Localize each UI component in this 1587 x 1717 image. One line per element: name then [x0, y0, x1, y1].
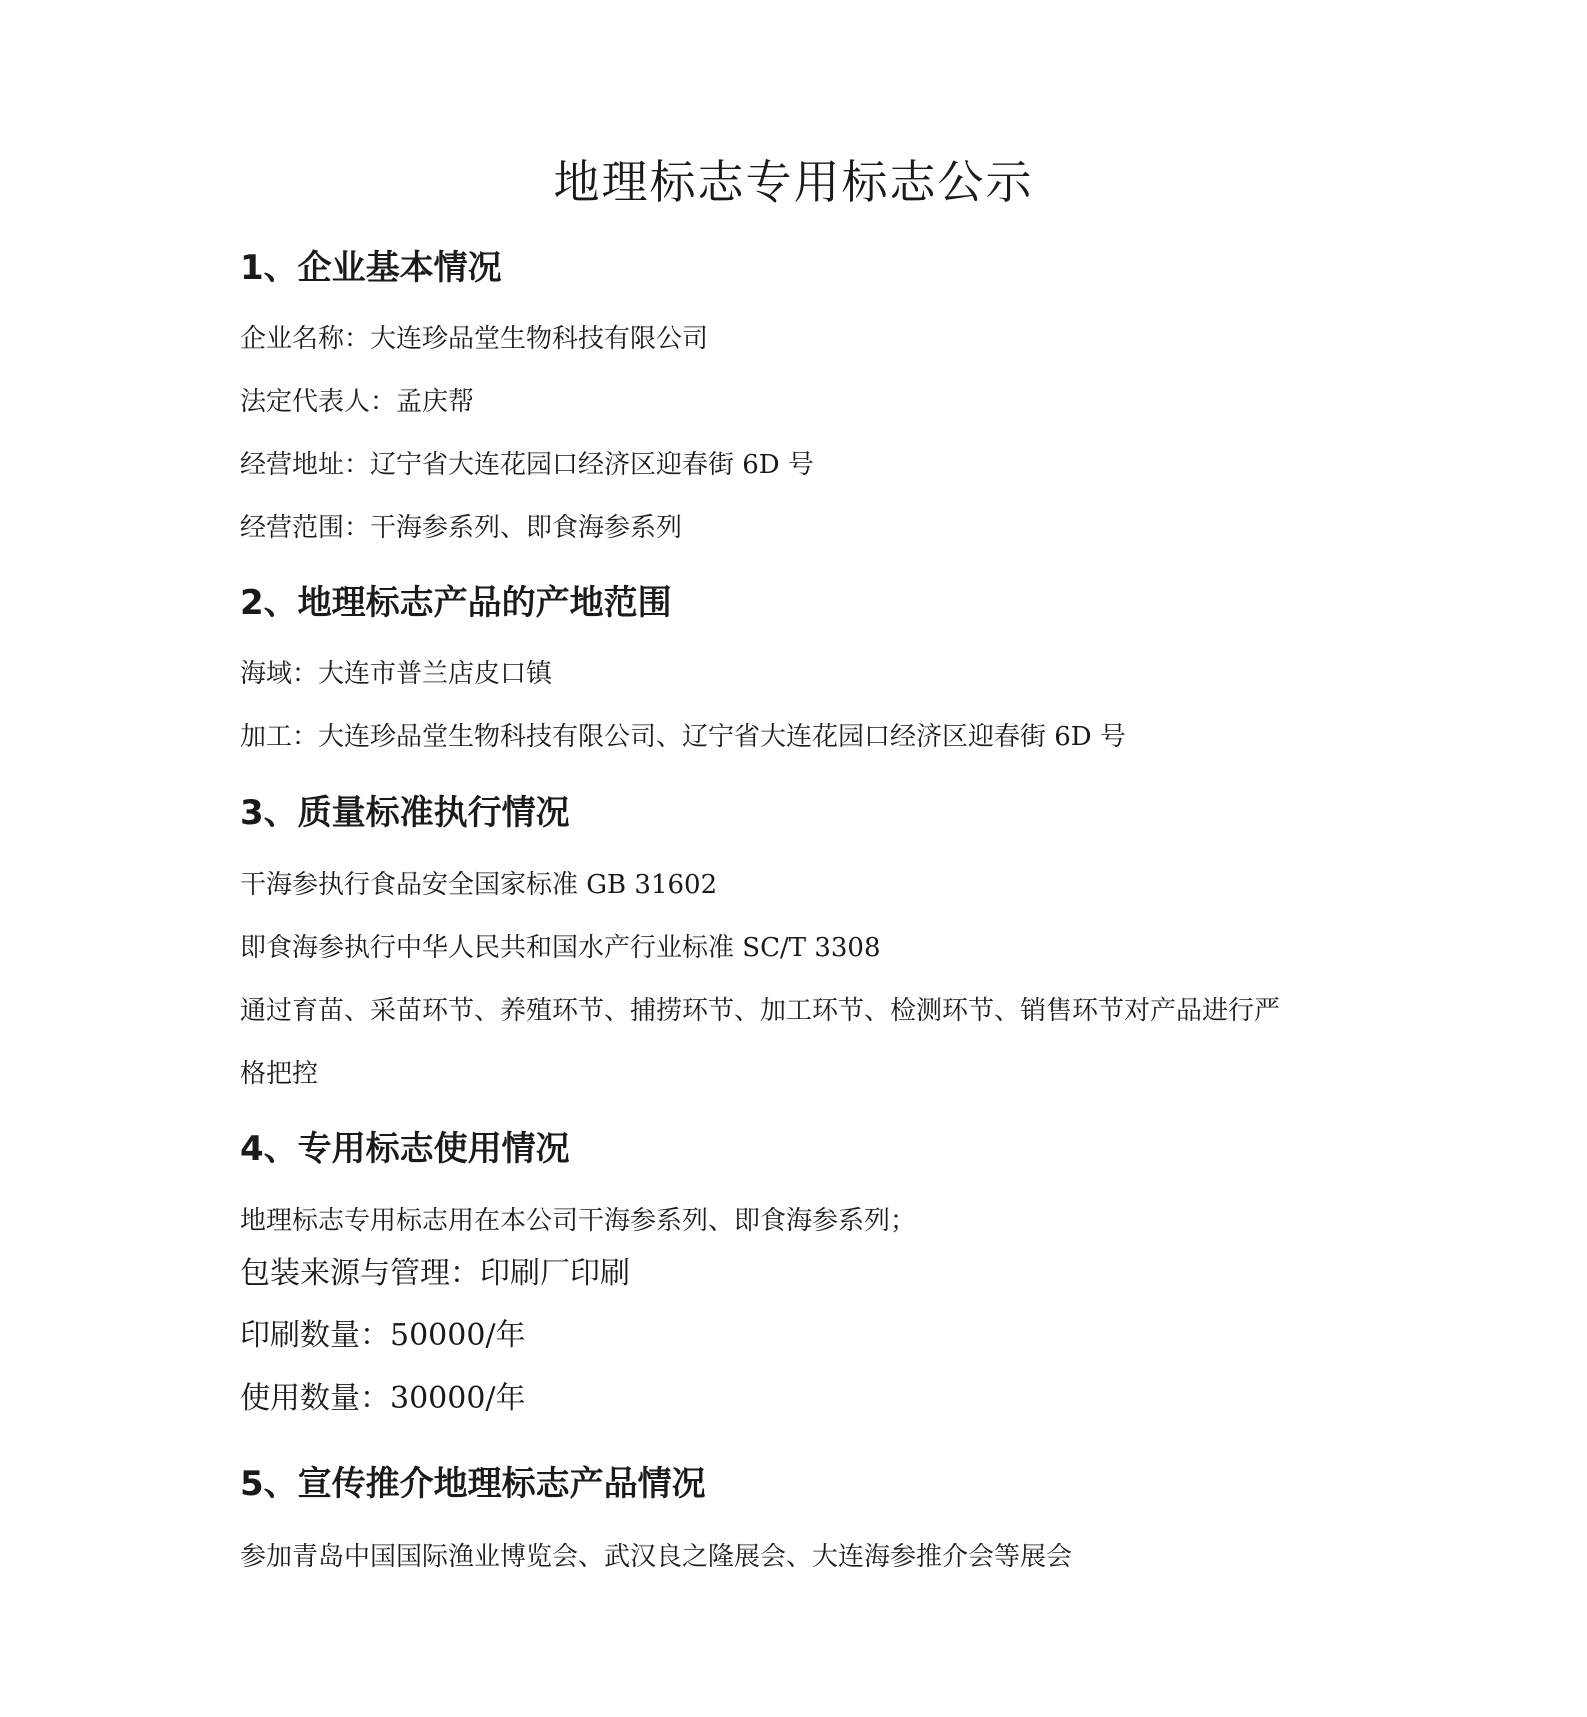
- section-heading-1: 1、企业基本情况: [240, 248, 502, 288]
- section-heading-2: 2、地理标志产品的产地范围: [240, 583, 672, 623]
- company-name-line: 企业名称：大连珍品堂生物科技有限公司: [240, 324, 709, 354]
- section-heading-4: 4、专用标志使用情况: [240, 1129, 570, 1169]
- promotion-line: 参加青岛中国国际渔业博览会、武汉良之隆展会、大连海参推介会等展会: [240, 1542, 1073, 1572]
- quality-control-line: 通过育苗、采苗环节、养殖环节、捕捞环节、加工环节、检测环节、销售环节对产品进行严: [240, 996, 1281, 1026]
- quality-control-line-cont: 格把控: [240, 1059, 319, 1089]
- business-scope-line: 经营范围：干海参系列、即食海参系列: [240, 513, 683, 543]
- document-title: 地理标志专用标志公示: [553, 155, 1034, 209]
- print-quantity-line: 印刷数量：50000/年: [240, 1318, 526, 1353]
- sea-area-line: 海域：大连市普兰店皮口镇: [240, 659, 553, 689]
- usage-quantity-line: 使用数量：30000/年: [240, 1381, 526, 1416]
- section-heading-5: 5、宣传推介地理标志产品情况: [240, 1464, 706, 1504]
- legal-representative-line: 法定代表人：孟庆帮: [240, 387, 475, 417]
- instant-sea-cucumber-standard-line: 即食海参执行中华人民共和国水产行业标准 SC/T 3308: [240, 933, 881, 963]
- processing-line: 加工：大连珍品堂生物科技有限公司、辽宁省大连花园口经济区迎春街 6D 号: [240, 722, 1126, 752]
- mark-usage-line: 地理标志专用标志用在本公司干海参系列、即食海参系列；: [240, 1206, 917, 1236]
- section-heading-3: 3、质量标准执行情况: [240, 793, 570, 833]
- packaging-source-line: 包装来源与管理：印刷厂印刷: [240, 1256, 630, 1291]
- business-address-line: 经营地址：辽宁省大连花园口经济区迎春街 6D 号: [240, 450, 814, 480]
- dried-sea-cucumber-standard-line: 干海参执行食品安全国家标准 GB 31602: [240, 870, 718, 900]
